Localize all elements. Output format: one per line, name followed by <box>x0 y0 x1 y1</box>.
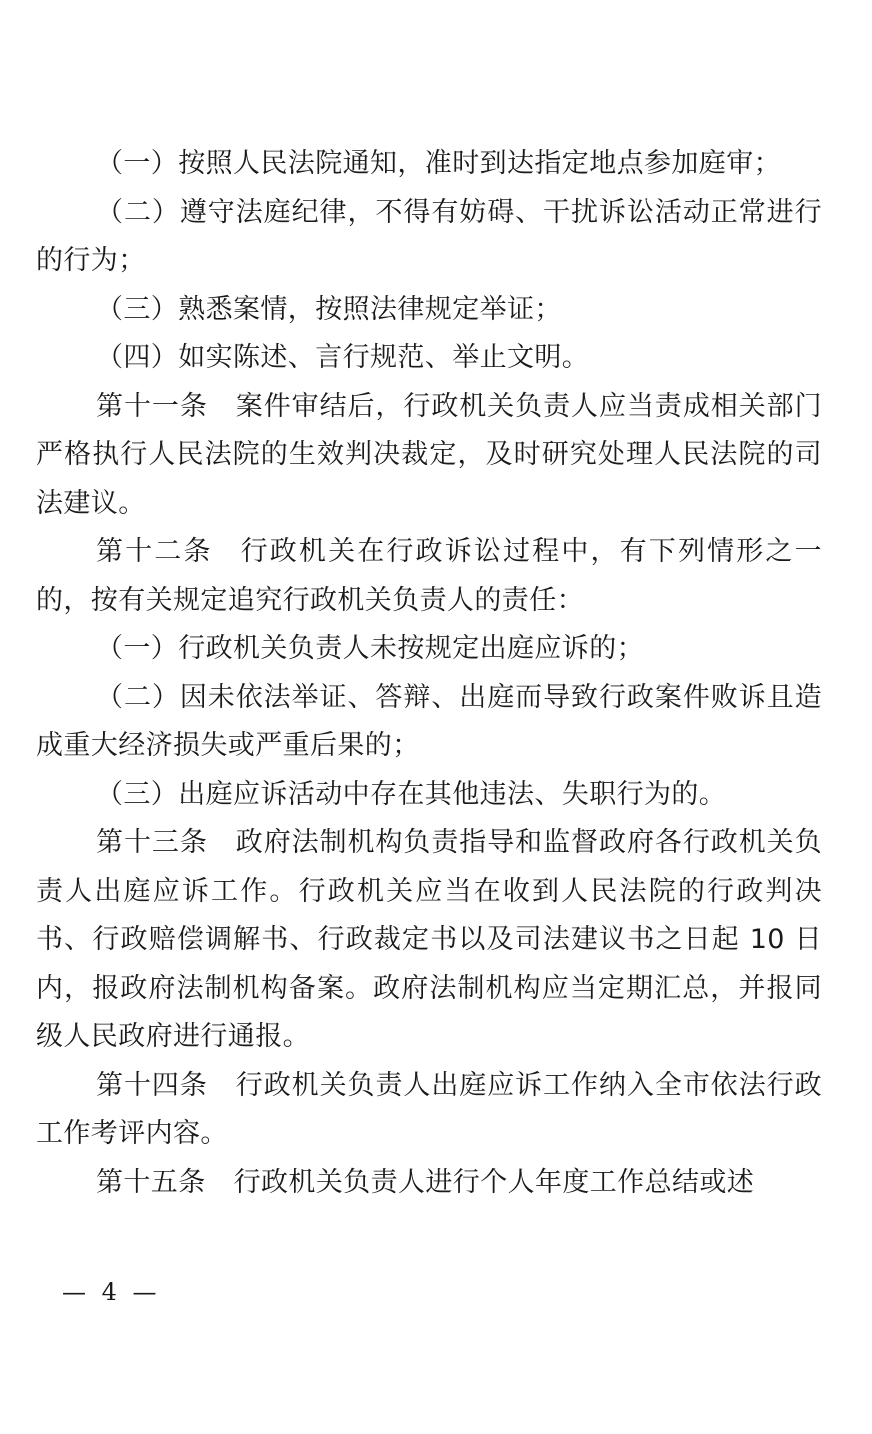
paragraph <box>36 140 822 189</box>
paragraph <box>36 1062 822 1159</box>
paragraph <box>36 189 822 286</box>
paragraph <box>36 383 822 529</box>
article-heading: 第十二条 <box>96 536 213 567</box>
paragraph-text: 行政机关在行政诉讼过程中，有下列情形之一的，按有关规定追究行政机关负责人的责任： <box>36 536 822 616</box>
paragraph-text: （三）熟悉案情，按照法律规定举证； <box>96 293 562 325</box>
paragraph-text: 行政机关负责人出庭应诉工作纳入全市依法行政工作考评内容。 <box>36 1069 822 1149</box>
paragraph <box>36 1159 822 1208</box>
paragraph <box>36 819 822 1062</box>
page-number: — 4 — <box>62 1278 161 1306</box>
paragraph <box>36 625 822 674</box>
paragraph-text: 案件审结后，行政机关负责人应当责成相关部门严格执行人民法院的生效判决裁定，及时研究处理人民法院的司法建议。 <box>36 390 822 519</box>
paragraph-text: （四）如实陈述、言行规范、举止文明。 <box>96 342 590 373</box>
document-body <box>36 140 822 1207</box>
paragraph-text: 政府法制机构负责指导和监督政府各行政机关负责人出庭应诉工作。行政机关应当在收到人民法院的行政判决书、行政赔偿调解书、行政裁定书以及司法建议书之日起 10 日内，报政府法制机构备案。政府法制机构应当定期汇总，并报同级人民政府进行通报。 <box>36 827 822 1052</box>
article-heading: 第十五条 <box>96 1166 206 1198</box>
paragraph-text: （一）行政机关负责人未按规定出庭应诉的； <box>96 633 644 664</box>
paragraph-text: （三）出庭应诉活动中存在其他违法、失职行为的。 <box>96 778 727 810</box>
paragraph <box>36 528 822 625</box>
paragraph <box>36 286 822 335</box>
article-heading: 第十三条 <box>96 827 208 858</box>
article-heading: 第十一条 <box>96 390 208 422</box>
paragraph <box>36 771 822 820</box>
paragraph-text: 行政机关负责人进行个人年度工作总结或述 <box>233 1166 755 1198</box>
paragraph <box>36 674 822 771</box>
paragraph-text: （二）遵守法庭纪律，不得有妨碍、干扰诉讼活动正常进行的行为； <box>36 196 822 276</box>
paragraph-text: （二）因未依法举证、答辩、出庭而导致行政案件败诉且造成重大经济损失或严重后果的； <box>36 681 822 761</box>
article-heading: 第十四条 <box>96 1069 208 1101</box>
paragraph <box>36 334 822 383</box>
paragraph-text: （一）按照人民法院通知，准时到达指定地点参加庭审； <box>96 148 781 179</box>
